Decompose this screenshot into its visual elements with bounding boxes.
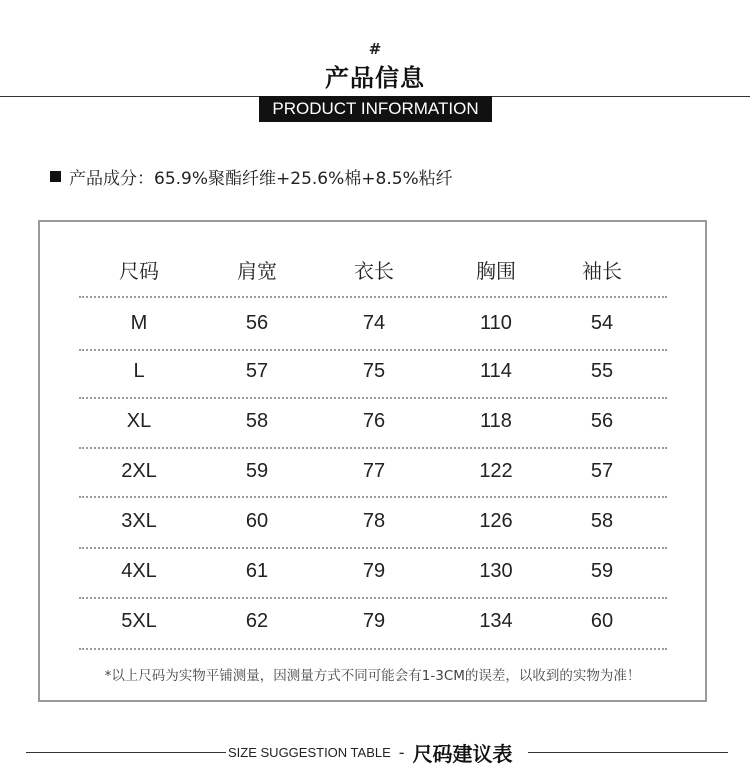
table-cell-shoulder: 57 <box>245 360 269 382</box>
table-cell-sleeve: 56 <box>590 410 614 432</box>
table-cell-chest: 122 <box>479 460 513 482</box>
table-cell-size: 3XL <box>121 510 157 532</box>
table-cell-length: 77 <box>362 460 386 482</box>
table-cell-shoulder: 56 <box>245 312 269 334</box>
row-divider <box>79 547 667 549</box>
table-cell-shoulder: 58 <box>245 410 269 432</box>
bullet-square-icon <box>50 171 61 182</box>
table-cell-shoulder: 60 <box>245 510 269 532</box>
page-title: 产品信息 <box>325 64 425 92</box>
footer-label <box>228 738 513 767</box>
table-cell-length: 75 <box>362 360 386 382</box>
footer-banner <box>0 736 750 766</box>
table-cell-length: 79 <box>362 560 386 582</box>
table-cell-sleeve: 55 <box>590 360 614 382</box>
table-cell-shoulder: 62 <box>245 610 269 632</box>
table-cell-size: XL <box>126 410 152 432</box>
table-cell-shoulder: 61 <box>245 560 269 582</box>
table-header-sleeve: 袖长 <box>582 259 622 283</box>
table-cell-chest: 118 <box>480 410 512 432</box>
footer-left-line <box>26 752 226 753</box>
table-cell-length: 74 <box>362 312 386 334</box>
table-cell-size: M <box>130 312 148 334</box>
table-cell-size: 2XL <box>121 460 157 482</box>
row-divider <box>79 597 667 599</box>
table-cell-length: 76 <box>362 410 386 432</box>
table-cell-chest: 126 <box>479 510 513 532</box>
table-cell-chest: 110 <box>480 312 512 334</box>
footer-label-cn: 尺码建议表 <box>412 742 513 766</box>
table-header-chest: 胸围 <box>476 259 516 283</box>
table-cell-chest: 134 <box>479 610 513 632</box>
row-divider <box>79 296 667 298</box>
size-table <box>38 220 707 702</box>
table-cell-sleeve: 60 <box>590 610 614 632</box>
table-cell-length: 79 <box>362 610 386 632</box>
composition-line <box>50 164 453 189</box>
row-divider <box>79 447 667 449</box>
row-divider <box>79 496 667 498</box>
table-header-length: 衣长 <box>354 259 394 283</box>
row-divider <box>79 397 667 399</box>
table-cell-size: 5XL <box>121 610 157 632</box>
table-cell-shoulder: 59 <box>245 460 269 482</box>
row-divider <box>79 648 667 650</box>
table-cell-length: 78 <box>362 510 386 532</box>
table-header-shoulder: 肩宽 <box>237 259 277 283</box>
footer-label-en: SIZE SUGGESTION TABLE <box>228 745 391 760</box>
table-cell-sleeve: 54 <box>590 312 614 334</box>
composition-text: 产品成分：65.9%聚酯纤维+25.6%棉+8.5%粘纤 <box>69 169 453 189</box>
measurement-note: *以上尺码为实物平铺测量，因测量方式不同可能会有1-3CM的误差，以收到的实物为准！ <box>104 668 641 684</box>
table-header-size: 尺码 <box>119 259 159 283</box>
table-cell-sleeve: 57 <box>590 460 614 482</box>
hash-mark: # <box>368 40 382 58</box>
footer-dash: - <box>398 743 405 762</box>
table-cell-sleeve: 59 <box>590 560 614 582</box>
table-cell-chest: 130 <box>479 560 513 582</box>
page-subtitle: PRODUCT INFORMATION <box>259 96 492 122</box>
table-cell-size: L <box>133 360 145 382</box>
table-cell-size: 4XL <box>121 560 157 582</box>
footer-right-line <box>528 752 728 753</box>
row-divider <box>79 349 667 351</box>
table-cell-sleeve: 58 <box>590 510 614 532</box>
table-cell-chest: 114 <box>480 360 512 382</box>
